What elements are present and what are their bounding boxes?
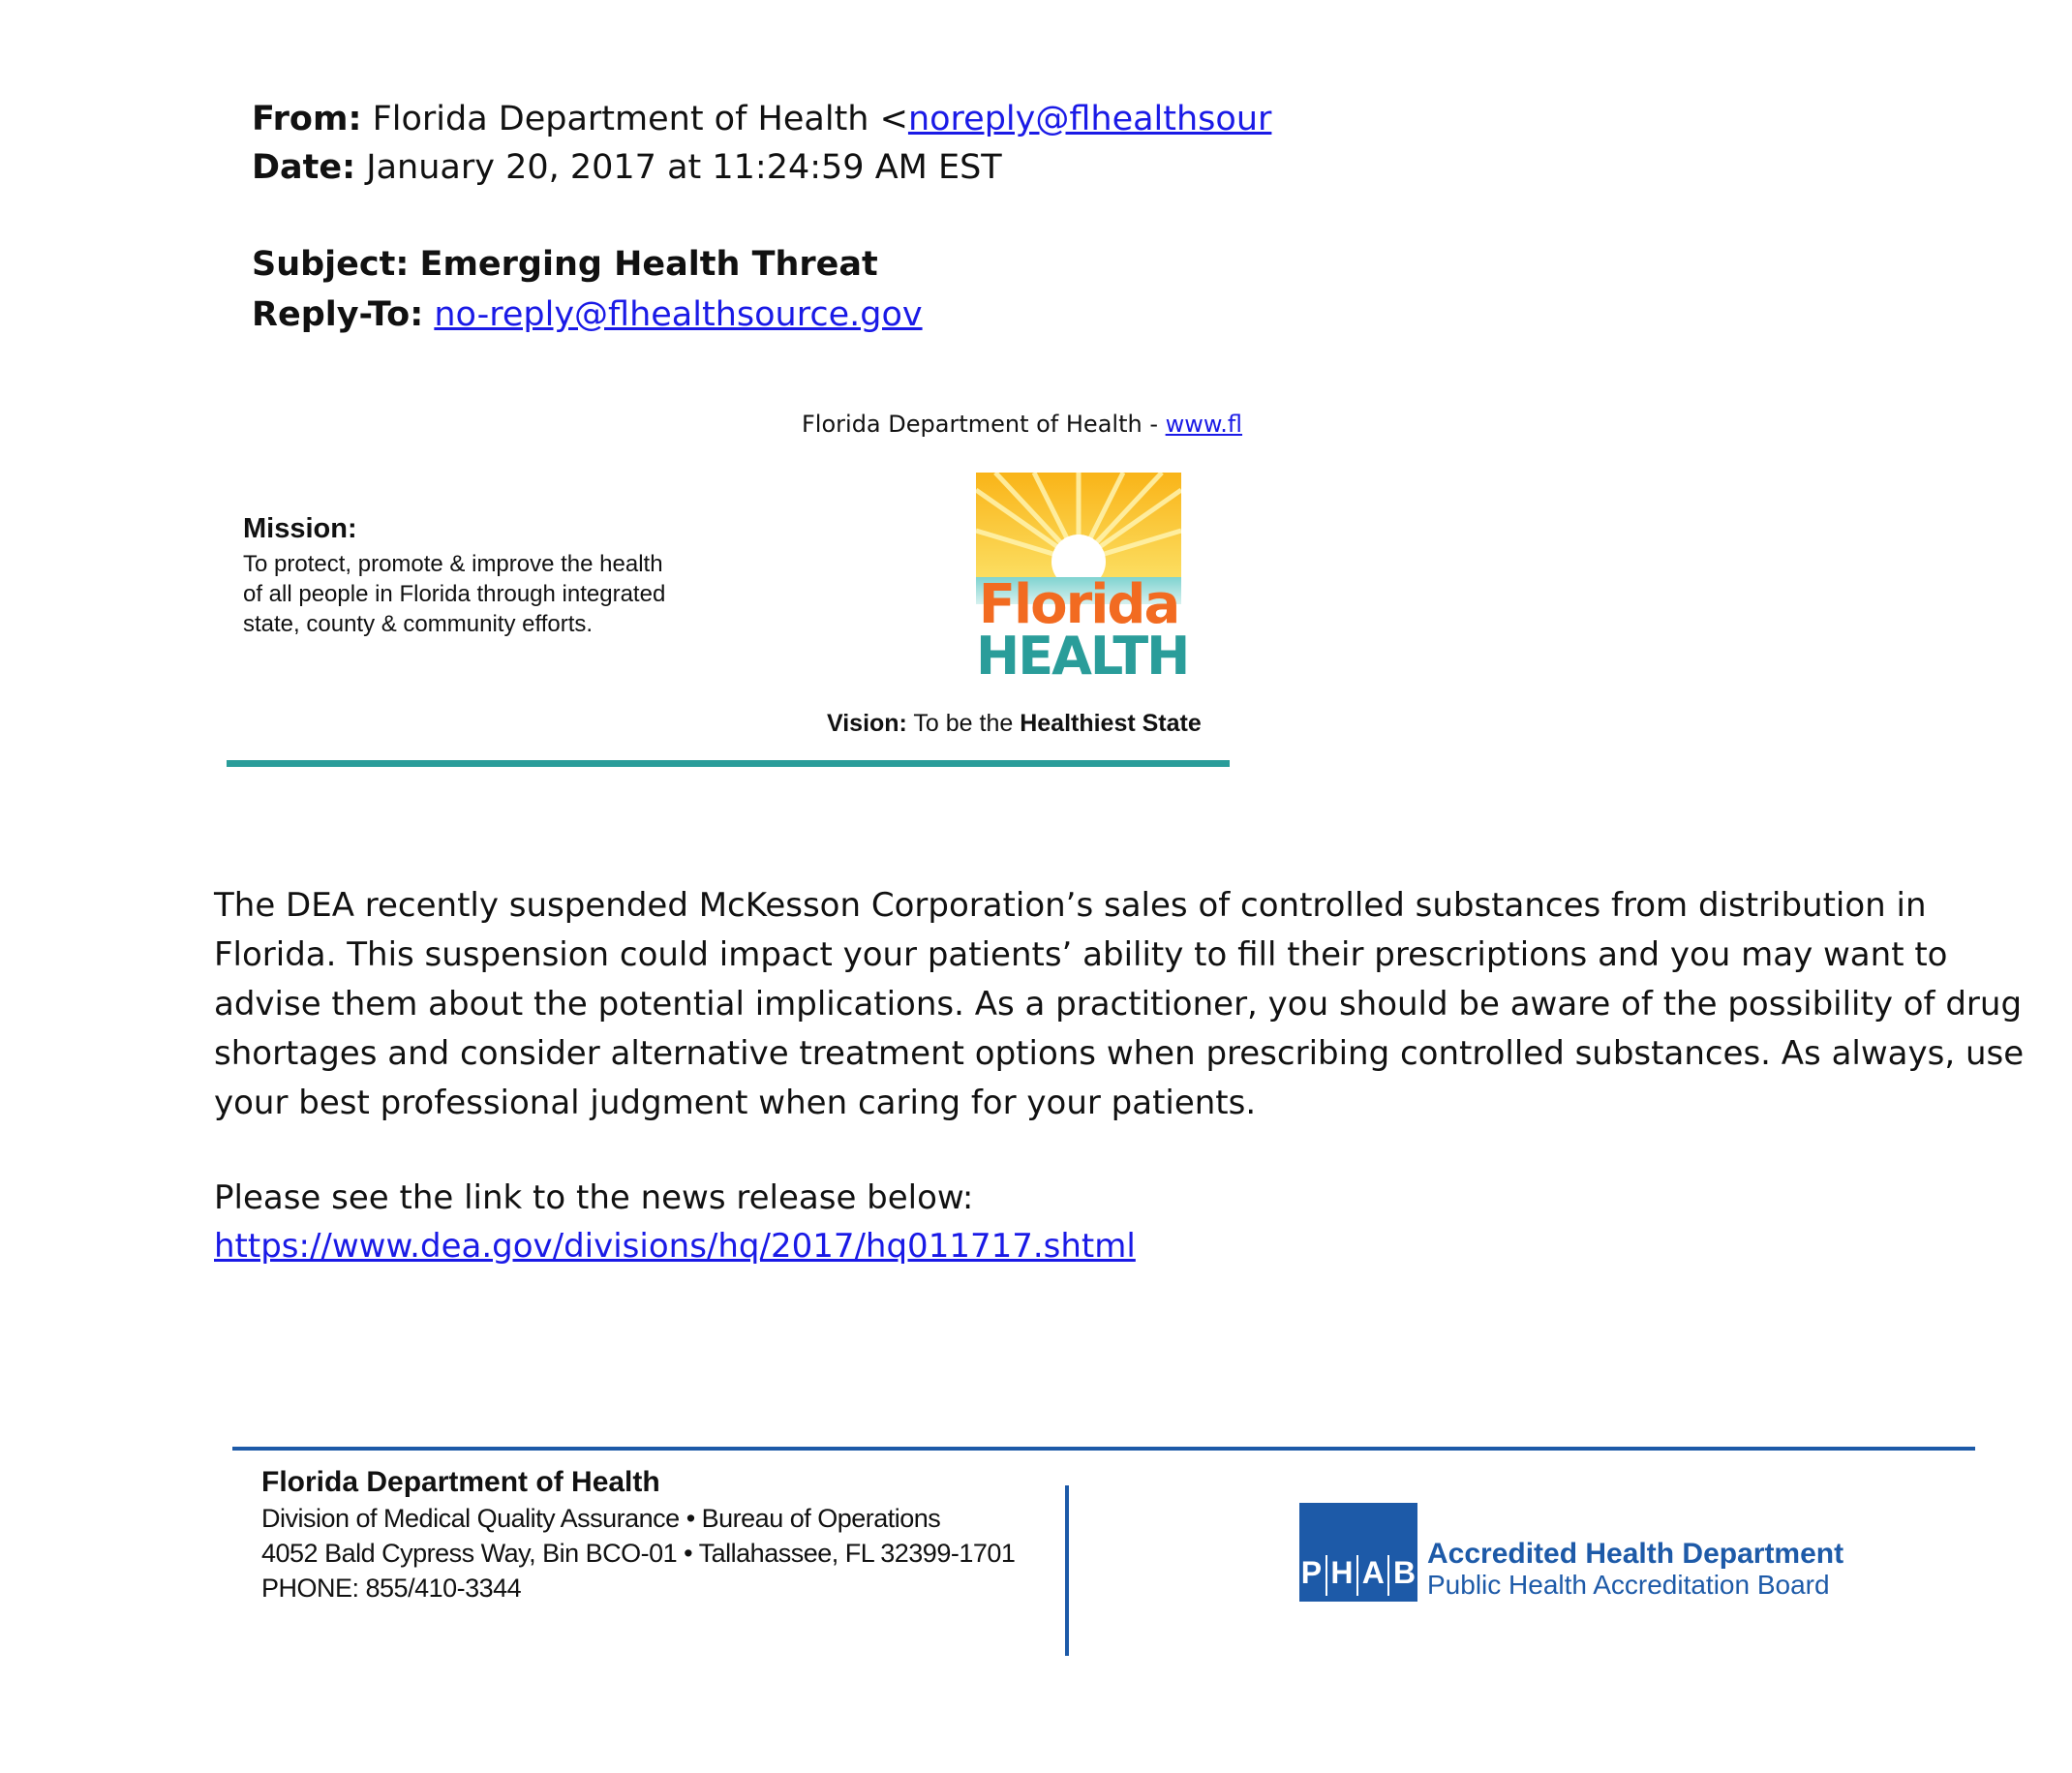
from-name: Florida Department of Health < — [372, 100, 908, 138]
footer-division: Division of Medical Quality Assurance • Bureau of Operations — [261, 1504, 941, 1533]
from-line — [252, 95, 1271, 143]
vision-line — [827, 710, 1202, 738]
date-value: January 20, 2017 at 11:24:59 AM EST — [366, 148, 1002, 187]
phab-letters — [1299, 1555, 1417, 1596]
banner-site-line — [802, 411, 1242, 438]
mission-line: To protect, promote & improve the health — [243, 551, 663, 577]
news-release-url[interactable]: https://www.dea.gov/divisions/hq/2017/hq011717.shtml — [214, 1227, 1136, 1266]
logo-word-health: HEALTH — [976, 626, 1189, 687]
subject-label: Subject: — [252, 245, 410, 284]
mission-line: state, county & community efforts. — [243, 611, 594, 637]
phab-logo — [1299, 1503, 1417, 1602]
footer-org-name: Florida Department of Health — [261, 1466, 660, 1498]
link-intro: Please see the link to the news release below: — [214, 1178, 974, 1217]
phab-letter: H — [1330, 1555, 1354, 1590]
replyto-label: Reply-To: — [252, 295, 424, 334]
footer-vertical-divider — [1065, 1485, 1069, 1656]
from-email-link[interactable]: noreply@flhealthsour — [907, 100, 1272, 138]
replyto-line — [252, 290, 923, 339]
subject-line — [252, 240, 878, 289]
phab-letter: P — [1300, 1555, 1323, 1590]
logo-word-florida: Florida — [978, 573, 1179, 636]
phab-separator — [1325, 1555, 1327, 1596]
mission-block — [243, 513, 785, 639]
subject-value: Emerging Health Threat — [419, 245, 878, 284]
phab-letter: B — [1393, 1555, 1417, 1590]
date-line — [252, 143, 1002, 192]
footer-divider — [232, 1447, 1975, 1451]
replyto-email-link[interactable]: no-reply@flhealthsource.gov — [434, 295, 923, 334]
from-label: From: — [252, 100, 362, 138]
mission-title: Mission: — [243, 513, 357, 544]
banner-site-link[interactable]: www.fl — [1165, 411, 1243, 438]
phab-text — [1427, 1538, 1843, 1600]
body-paragraph: The DEA recently suspended McKesson Corporation’s sales of controlled substances from distribution in Florida. This suspension could impact your patients’ ability to fill their prescriptions and you may want to advise them about the potential implications. As a practitioner, you should be aware of the possibility of drug shortages and consider alternative treatment options when prescribing controlled substances. As always, use your best professional judgment when caring for your patients. — [214, 886, 2025, 1122]
footer-address-block — [261, 1466, 1015, 1605]
phab-separator — [1387, 1555, 1389, 1596]
banner-divider — [227, 760, 1230, 767]
footer-address: 4052 Bald Cypress Way, Bin BCO-01 • Tallahassee, FL 32399-1701 — [261, 1539, 1016, 1568]
banner-site-prefix: Florida Department of Health - — [802, 411, 1166, 438]
mission-text — [243, 549, 785, 639]
vision-bold: Healthiest State — [1020, 710, 1202, 737]
phab-separator — [1356, 1555, 1358, 1596]
phab-board: Public Health Accreditation Board — [1427, 1570, 1830, 1600]
phab-letter: A — [1361, 1555, 1385, 1590]
phab-accredited: Accredited Health Department — [1427, 1538, 1844, 1570]
florida-health-logo — [976, 473, 1189, 687]
date-label: Date: — [252, 148, 356, 187]
footer-phone: PHONE: 855/410-3344 — [261, 1574, 522, 1603]
news-release-link — [214, 1222, 1136, 1271]
mission-line: of all people in Florida through integrated — [243, 581, 666, 607]
vision-prefix: To be the — [913, 710, 1021, 737]
vision-label: Vision: — [827, 710, 907, 737]
